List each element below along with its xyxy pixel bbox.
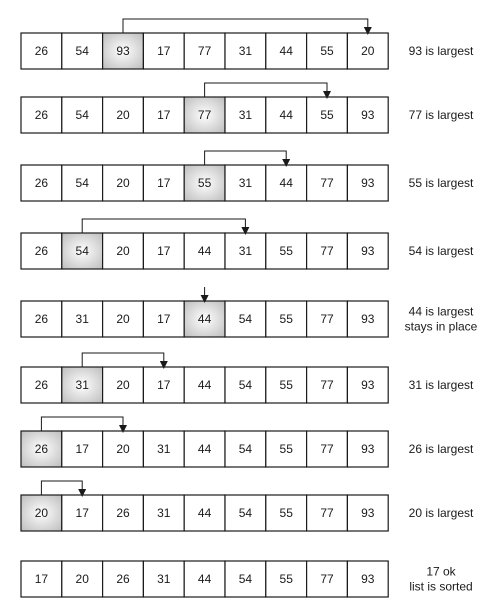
cell-value: 17 <box>75 442 89 456</box>
cell-value: 31 <box>75 312 89 326</box>
cell-value: 26 <box>116 506 130 520</box>
cell-value: 93 <box>361 378 375 392</box>
pass-row <box>21 83 474 133</box>
cell-value: 77 <box>197 108 212 122</box>
cell-value: 20 <box>116 378 130 392</box>
swap-arrow <box>123 19 368 33</box>
pass-label: 20 is largest <box>408 506 474 520</box>
cell-value: 17 <box>157 378 171 392</box>
cell-value: 17 <box>157 44 171 58</box>
cell-value: 26 <box>34 44 49 58</box>
cell-value: 31 <box>157 506 171 520</box>
pass-label: 44 is largest <box>408 304 474 319</box>
pass-label: 17 ok <box>426 564 456 579</box>
cell-value: 26 <box>34 244 49 258</box>
pass-label: 31 is largest <box>408 378 474 392</box>
cell-value: 54 <box>238 312 253 326</box>
cell-value: 55 <box>279 244 293 258</box>
cell-value: 93 <box>361 108 375 122</box>
cell-value: 55 <box>279 378 293 392</box>
pass-label: 55 is largest <box>408 176 474 190</box>
swap-arrow <box>82 219 245 233</box>
cell-value: 54 <box>75 108 89 122</box>
cell-value: 93 <box>361 442 375 456</box>
pass-row <box>21 19 474 69</box>
cell-value: 44 <box>197 572 212 586</box>
cell-value: 77 <box>320 442 334 456</box>
cell-value: 20 <box>116 176 130 190</box>
swap-arrow <box>205 151 287 165</box>
cell-value: 93 <box>361 176 375 190</box>
cell-value: 44 <box>279 44 293 58</box>
cell-value: 54 <box>238 572 253 586</box>
swap-arrow <box>41 417 123 431</box>
cell-value: 20 <box>75 572 89 586</box>
cell-value: 55 <box>279 442 293 456</box>
cell-value: 77 <box>197 44 212 58</box>
cell-value: 20 <box>116 442 130 456</box>
pass-label: 26 is largest <box>408 442 474 456</box>
cell-value: 44 <box>197 506 212 520</box>
cell-value: 26 <box>116 572 130 586</box>
pass-row <box>21 353 474 403</box>
cell-value: 55 <box>279 312 293 326</box>
cell-value: 17 <box>157 108 171 122</box>
cell-value: 20 <box>116 108 130 122</box>
pass-label: 93 is largest <box>408 44 474 58</box>
cell-value: 31 <box>238 244 253 258</box>
cell-value: 31 <box>75 378 89 392</box>
cell-value: 44 <box>197 442 212 456</box>
cell-value: 54 <box>75 44 89 58</box>
cell-value: 54 <box>238 378 253 392</box>
cell-value: 93 <box>361 244 375 258</box>
cell-value: 26 <box>34 176 49 190</box>
cell-value: 44 <box>197 244 212 258</box>
pass-row <box>21 151 474 201</box>
swap-arrow <box>41 481 82 495</box>
cell-value: 55 <box>279 506 293 520</box>
cell-value: 17 <box>157 244 171 258</box>
cell-value: 93 <box>361 506 375 520</box>
cell-value: 20 <box>34 506 49 520</box>
cell-value: 17 <box>157 312 171 326</box>
cell-value: 20 <box>361 44 375 58</box>
cell-value: 77 <box>320 312 334 326</box>
cell-value: 77 <box>320 176 334 190</box>
cell-value: 93 <box>361 572 375 586</box>
pass-label: stays in place <box>404 319 478 334</box>
cell-value: 17 <box>75 506 89 520</box>
cell-value: 31 <box>238 44 253 58</box>
cell-value: 55 <box>320 108 334 122</box>
cell-value: 31 <box>238 108 253 122</box>
pass-row <box>21 219 474 269</box>
cell-value: 31 <box>157 442 171 456</box>
pass-row <box>21 417 474 467</box>
swap-arrow <box>205 83 327 97</box>
cell-value: 54 <box>238 506 253 520</box>
cell-value: 17 <box>34 572 49 586</box>
cell-value: 55 <box>197 176 212 190</box>
pass-row <box>21 481 474 531</box>
cell-value: 31 <box>238 176 253 190</box>
cell-value: 93 <box>361 312 375 326</box>
cell-value: 20 <box>116 244 130 258</box>
cell-value: 54 <box>75 176 89 190</box>
cell-value: 77 <box>320 244 334 258</box>
cell-value: 17 <box>157 176 171 190</box>
cell-value: 55 <box>279 572 293 586</box>
cell-value: 26 <box>34 108 49 122</box>
cell-value: 31 <box>157 572 171 586</box>
cell-value: 54 <box>238 442 253 456</box>
pass-label: 54 is largest <box>408 244 474 258</box>
pass-label: 77 is largest <box>408 108 474 122</box>
cell-value: 77 <box>320 378 334 392</box>
cell-value: 26 <box>34 442 49 456</box>
cell-value: 44 <box>279 108 293 122</box>
cell-value: 55 <box>320 44 334 58</box>
cell-value: 26 <box>34 312 49 326</box>
pass-row <box>21 287 478 337</box>
cell-value: 44 <box>197 378 212 392</box>
cell-value: 20 <box>116 312 130 326</box>
swap-arrow <box>82 353 164 367</box>
cell-value: 44 <box>279 176 293 190</box>
cell-value: 77 <box>320 506 334 520</box>
pass-row <box>21 561 473 597</box>
cell-value: 26 <box>34 378 49 392</box>
cell-value: 54 <box>75 244 89 258</box>
pass-label: list is sorted <box>409 579 473 594</box>
cell-value: 44 <box>197 312 212 326</box>
cell-value: 77 <box>320 572 334 586</box>
cell-value: 93 <box>116 44 130 58</box>
